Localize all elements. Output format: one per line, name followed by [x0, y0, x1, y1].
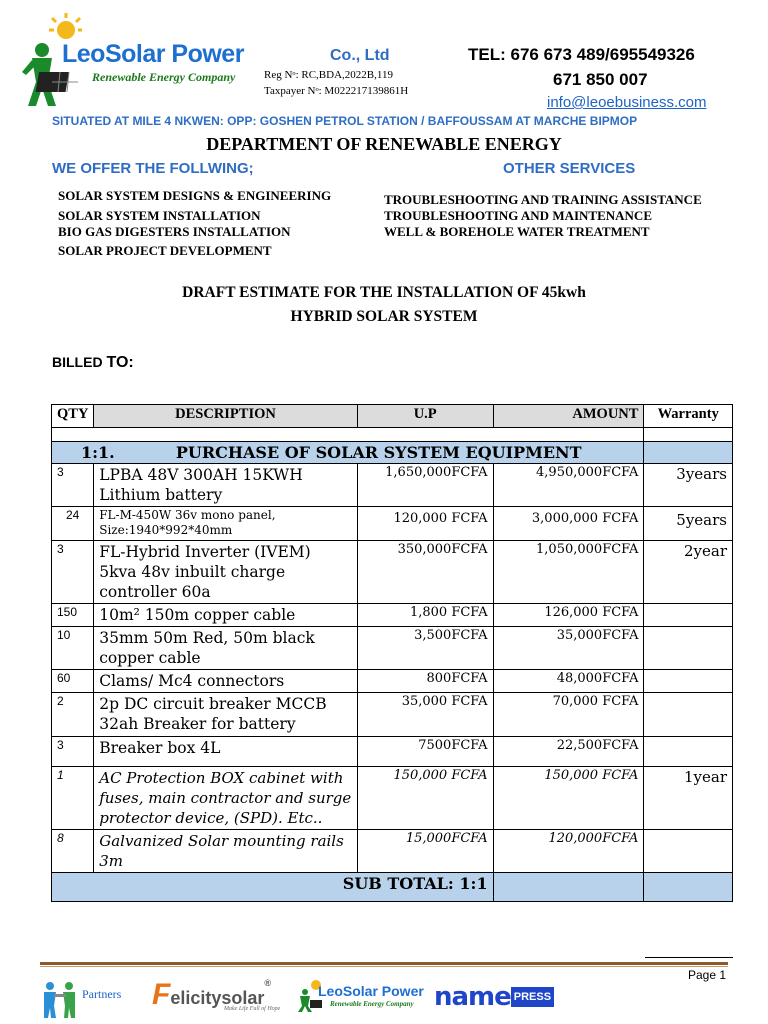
cell-amount: 150,000 FCFA: [493, 767, 644, 830]
table-row: [52, 693, 733, 737]
table-row: [52, 830, 733, 873]
partners-people-icon: [42, 978, 78, 1020]
cell-amount: 35,000FCFA: [493, 627, 644, 670]
registration-number: Reg Nᵒ: RC,BDA,2022B,119: [264, 69, 393, 81]
header-qty: QTY: [52, 405, 94, 428]
spacer-row: [52, 428, 733, 442]
table-row: [52, 627, 733, 670]
table-row: [52, 670, 733, 693]
cell-warranty: [644, 670, 733, 693]
cell-qty: 10: [52, 627, 94, 670]
brand-tagline: Renewable Energy Company: [92, 70, 236, 84]
billed-to-label: [52, 354, 134, 372]
cell-amount: 22,500FCFA: [493, 737, 644, 767]
cell-unit-price: 150,000 FCFA: [357, 767, 493, 830]
sun-icon: [49, 13, 82, 39]
cell-description: Breaker box 4L: [94, 737, 358, 767]
subtotal-label: SUB TOTAL: 1:1: [52, 873, 494, 902]
header-amount: AMOUNT: [493, 405, 644, 428]
cell-qty: 3: [52, 737, 94, 767]
subtotal-row: [52, 873, 733, 902]
felicity-f: F: [152, 978, 171, 1011]
table-row: [52, 507, 733, 541]
cell-description: 10m² 150m copper cable: [94, 604, 358, 627]
cell-description: AC Protection BOX cabinet with fuses, main contractor and surge protector device, (SPD). Etc..: [94, 767, 358, 830]
partners-label: Partners: [82, 987, 122, 1001]
spacer-cell: [644, 428, 733, 442]
solar-panel-icon: [36, 72, 78, 92]
telephone-line-1: TEL: 676 673 489/695549326: [468, 45, 695, 64]
cell-warranty: 5years: [644, 507, 733, 541]
other-service-item: WELL & BOREHOLE WATER TREATMENT: [384, 224, 650, 239]
other-services-heading: OTHER SERVICES: [503, 160, 636, 177]
offer-item: SOLAR PROJECT DEVELOPMENT: [58, 243, 272, 258]
felicity-brand: elicitysolar: [170, 988, 265, 1008]
cell-warranty: [644, 604, 733, 627]
company-address: SITUATED AT MILE 4 NKWEN: OPP: GOSHEN PETROL STATION / BAFFOUSSAM AT MARCHE BIPMOP: [52, 114, 638, 128]
estimate-table: [51, 404, 733, 902]
cell-qty: 3: [52, 464, 94, 507]
estimate-title: DRAFT ESTIMATE FOR THE INSTALLATION OF 45kwh: [182, 284, 586, 301]
cell-amount: 1,050,000FCFA: [493, 541, 644, 604]
cell-qty: 2: [52, 693, 94, 737]
registered-mark: ®: [264, 978, 272, 988]
offer-item: SOLAR SYSTEM INSTALLATION: [58, 208, 261, 223]
cell-unit-price: 120,000 FCFA: [357, 507, 493, 541]
footer-brand-name: LeoSolar Power: [318, 983, 424, 999]
section-warranty-cell: [644, 442, 733, 464]
page-number: Page 1: [688, 968, 727, 982]
company-suffix: Co., Ltd: [330, 47, 390, 64]
offer-item: SOLAR SYSTEM DESIGNS & ENGINEERING: [58, 188, 332, 203]
spacer-cell: [52, 428, 644, 442]
email-link[interactable]: info@leoebusiness.com: [547, 94, 707, 111]
cell-qty: 1: [52, 767, 94, 830]
subtotal-warranty: [644, 873, 733, 902]
other-service-item: TROUBLESHOOTING AND MAINTENANCE: [384, 208, 652, 223]
cell-description: Clams/ Mc4 connectors: [94, 670, 358, 693]
cell-qty: 60: [52, 670, 94, 693]
footer-rule-thin: [40, 966, 728, 967]
header-warranty: Warranty: [644, 405, 733, 428]
offer-heading: WE OFFER THE FOLLWING;: [52, 160, 254, 177]
cell-unit-price: 1,650,000FCFA: [357, 464, 493, 507]
cell-warranty: [644, 627, 733, 670]
footer-rule: [40, 962, 728, 965]
billed-label: BILLED: [52, 354, 103, 370]
cell-unit-price: 35,000 FCFA: [357, 693, 493, 737]
cell-amount: 120,000FCFA: [493, 830, 644, 873]
telephone-line-2: 671 850 007: [553, 70, 648, 89]
cell-warranty: [644, 693, 733, 737]
page-divider: [645, 957, 733, 958]
cell-warranty: 1year: [644, 767, 733, 830]
cell-description: Galvanized Solar mounting rails 3m: [94, 830, 358, 873]
table-row: [52, 541, 733, 604]
table-header-row: [52, 405, 733, 428]
namepress-logo: [434, 982, 554, 1012]
subtotal-amount: [493, 873, 644, 902]
table-row: [52, 767, 733, 830]
cell-qty: 8: [52, 830, 94, 873]
cell-amount: 48,000FCFA: [493, 670, 644, 693]
cell-unit-price: 3,500FCFA: [357, 627, 493, 670]
cell-amount: 126,000 FCFA: [493, 604, 644, 627]
offer-item: BIO GAS DIGESTERS INSTALLATION: [58, 224, 291, 239]
namepress-name: name: [434, 982, 511, 1012]
header-unit-price: U.P: [357, 405, 493, 428]
namepress-press: PRESS: [511, 987, 554, 1007]
cell-unit-price: 1,800 FCFA: [357, 604, 493, 627]
cell-amount: 3,000,000 FCFA: [493, 507, 644, 541]
header-description: DESCRIPTION: [94, 405, 358, 428]
section-number: 1:1.: [81, 443, 115, 462]
billed-to: TO:: [106, 354, 134, 371]
cell-qty: 3: [52, 541, 94, 604]
cell-warranty: 3years: [644, 464, 733, 507]
brand-name: LeoSolar Power: [62, 40, 244, 68]
felicity-tagline: Make Life Full of Hope: [224, 1006, 281, 1012]
section-title: [52, 442, 644, 464]
cell-amount: 70,000 FCFA: [493, 693, 644, 737]
other-service-item: TROUBLESHOOTING AND TRAINING ASSISTANCE: [384, 192, 702, 207]
cell-unit-price: 800FCFA: [357, 670, 493, 693]
table-row: [52, 737, 733, 767]
cell-qty: 24: [52, 507, 94, 541]
estimate-subtitle: HYBRID SOLAR SYSTEM: [290, 308, 478, 325]
cell-unit-price: 7500FCFA: [357, 737, 493, 767]
section-row: [52, 442, 733, 464]
cell-unit-price: 15,000FCFA: [357, 830, 493, 873]
cell-description: LPBA 48V 300AH 15KWH Lithium battery: [94, 464, 358, 507]
table-row: [52, 604, 733, 627]
cell-amount: 4,950,000FCFA: [493, 464, 644, 507]
cell-description: FL-Hybrid Inverter (IVEM) 5kva 48v inbuilt charge controller 60a: [94, 541, 358, 604]
cell-description: 2p DC circuit breaker MCCB 32ah Breaker for battery: [94, 693, 358, 737]
section-heading: PURCHASE OF SOLAR SYSTEM EQUIPMENT: [175, 443, 582, 462]
cell-warranty: [644, 830, 733, 873]
footer-brand-tagline: Renewable Energy Company: [330, 1000, 414, 1008]
department-title: DEPARTMENT OF RENEWABLE ENERGY: [206, 134, 562, 154]
cell-description: FL-M-450W 36v mono panel, Size:1940*992*40mm: [94, 507, 358, 541]
cell-description: 35mm 50m Red, 50m black copper cable: [94, 627, 358, 670]
cell-warranty: 2year: [644, 541, 733, 604]
cell-unit-price: 350,000FCFA: [357, 541, 493, 604]
cell-warranty: [644, 737, 733, 767]
cell-qty: 150: [52, 604, 94, 627]
taxpayer-number: Taxpayer Nᵒ: M022217139861H: [264, 85, 409, 97]
table-row: [52, 464, 733, 507]
